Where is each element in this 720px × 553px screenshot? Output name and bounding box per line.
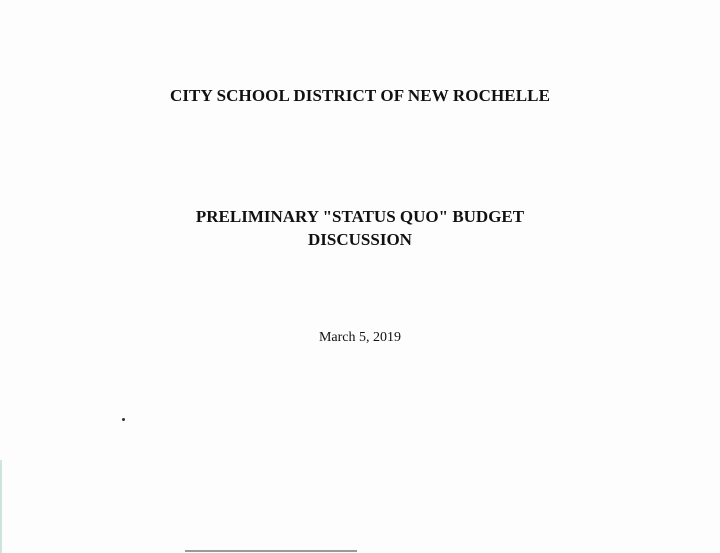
title-line-2: DISCUSSION bbox=[308, 230, 412, 249]
scan-edge-artifact bbox=[0, 460, 2, 553]
scan-speck bbox=[122, 418, 125, 421]
document-date: March 5, 2019 bbox=[318, 330, 402, 345]
title-line-1: PRELIMINARY "STATUS QUO" BUDGET bbox=[195, 207, 525, 226]
document-title bbox=[0, 205, 720, 251]
district-name: CITY SCHOOL DISTRICT OF NEW ROCHELLE bbox=[169, 86, 551, 105]
scan-bottom-line bbox=[185, 550, 357, 552]
